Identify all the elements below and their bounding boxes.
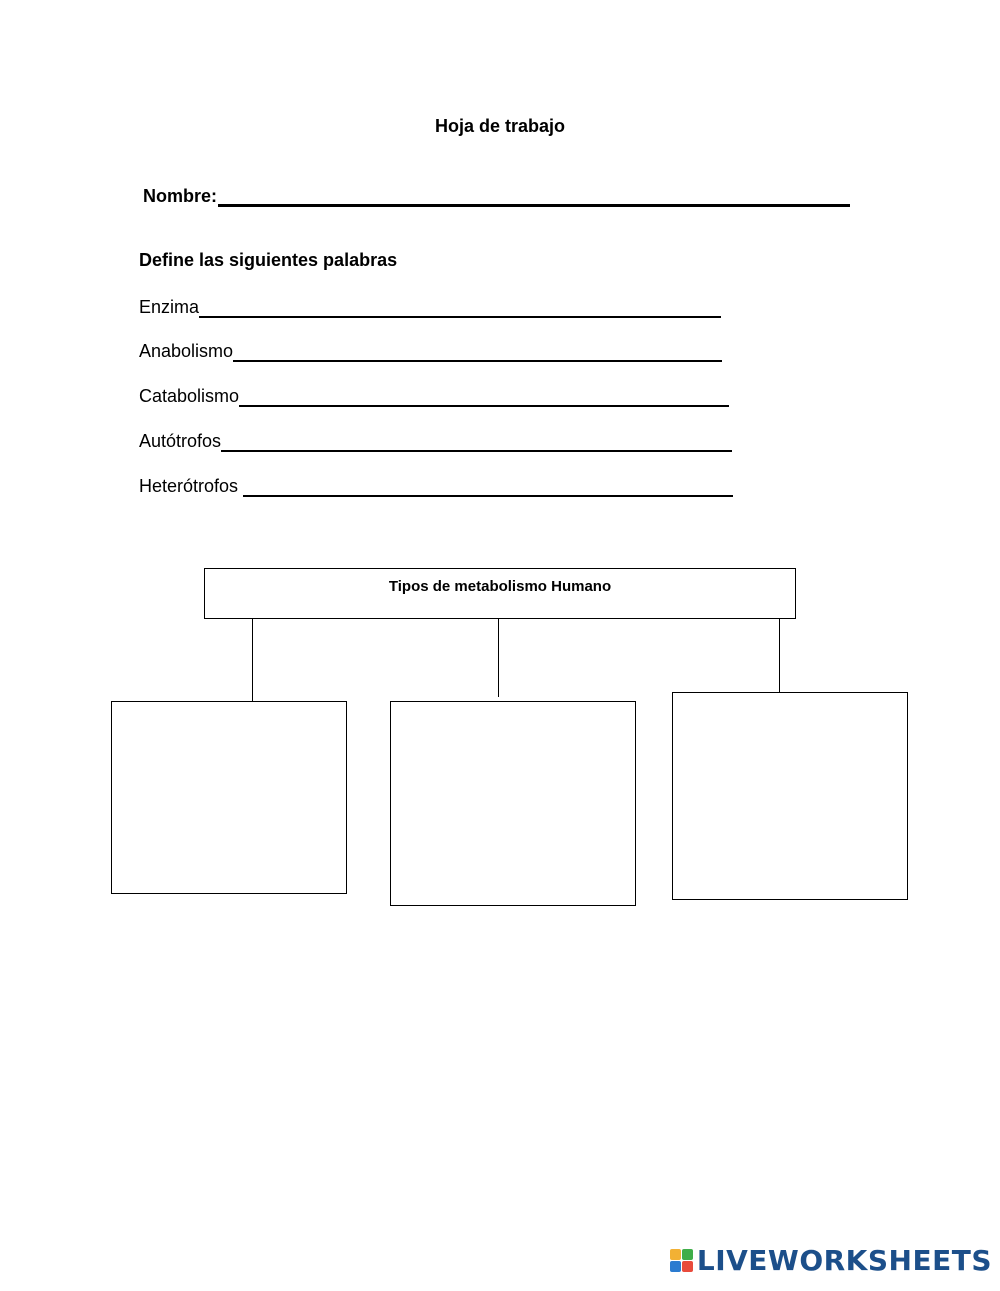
term-answer-line[interactable]: [239, 385, 729, 407]
name-label: Nombre:: [143, 186, 218, 206]
term-answer-line[interactable]: [233, 340, 722, 362]
term-answer-line[interactable]: [243, 475, 733, 497]
term-answer-line[interactable]: [199, 296, 721, 318]
liveworksheets-logo: [670, 1244, 992, 1277]
term-label: Heterótrofos: [139, 476, 244, 496]
liveworksheets-logo-icon: [670, 1249, 693, 1272]
instruction-heading: Define las siguientes palabras: [139, 250, 398, 270]
name-answer-line[interactable]: [218, 183, 850, 207]
connector-line-left: [252, 619, 253, 701]
term-label: Enzima: [139, 297, 200, 317]
diagram-head-box: [204, 568, 796, 619]
name-field: [143, 183, 850, 207]
connector-line-right: [779, 619, 780, 692]
page-title: Hoja de trabajo: [434, 116, 566, 136]
term-row-autotrofos: [139, 430, 732, 452]
answer-box-center[interactable]: [390, 701, 636, 906]
term-label: Autótrofos: [139, 431, 222, 451]
logo-text: LIVEWORKSHEETS: [696, 1244, 992, 1277]
term-label: Catabolismo: [139, 386, 240, 406]
term-row-anabolismo: [139, 340, 722, 362]
term-row-catabolismo: [139, 385, 729, 407]
answer-box-left[interactable]: [111, 701, 347, 894]
term-label: Anabolismo: [139, 341, 234, 361]
diagram-head-label: Tipos de metabolismo Humano: [388, 578, 612, 595]
answer-box-right[interactable]: [672, 692, 908, 900]
connector-line-center: [498, 619, 499, 697]
term-row-enzima: [139, 296, 721, 318]
term-row-heterotrofos: [139, 475, 733, 497]
term-answer-line[interactable]: [221, 430, 732, 452]
